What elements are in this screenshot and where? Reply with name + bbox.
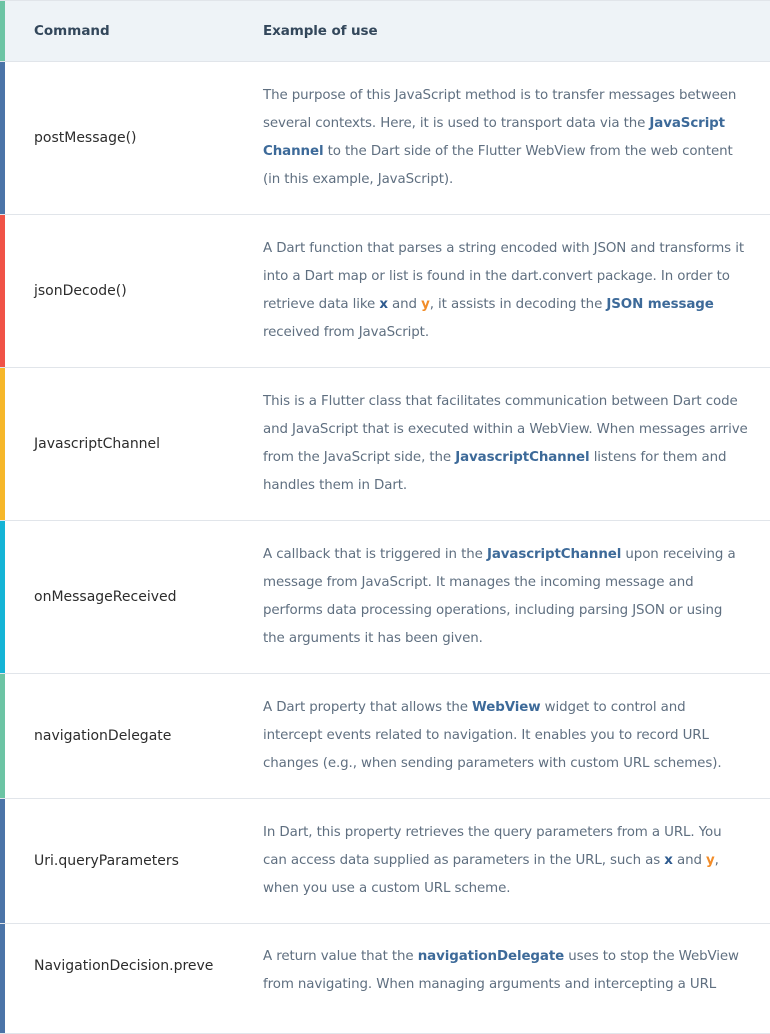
highlight-y: y [706, 853, 715, 868]
highlight-term: JavaScript Channel [263, 116, 725, 159]
table-row [0, 368, 770, 521]
example-cell: A return value that the navigationDelegate uses to stop the WebView from navigating. When managing arguments and intercepting a URL [263, 949, 739, 992]
table-row [0, 62, 770, 215]
command-cell: Uri.queryParameters [34, 853, 179, 869]
highlight-term: JavascriptChannel [486, 547, 622, 562]
example-cell: The purpose of this JavaScript method is to transfer messages between several contexts. Here, it is used to transport data via the JavaScript Channel to the Dart side of the Flutter WebView from the web content (in this example, JavaScript). [263, 88, 737, 187]
highlight-term: JavascriptChannel [455, 450, 590, 465]
table-row [0, 674, 770, 799]
command-cell: JavascriptChannel [34, 436, 161, 452]
highlight-x: x [664, 853, 673, 868]
highlight-x: x [379, 297, 388, 312]
example-cell: This is a Flutter class that facilitates communication between Dart code and JavaScript that is executed within a WebView. When messages arrive from the JavaScript side, the JavascriptChannel listens for them and handles them in Dart. [263, 394, 748, 493]
example-cell: A callback that is triggered in the JavascriptChannel upon receiving a message from JavaScript. It manages the incoming message and performs data processing operations, including parsing JSON or using the arguments it has been given. [263, 547, 736, 646]
header-command: Command [34, 23, 110, 39]
table-row [0, 521, 770, 674]
example-cell: A Dart function that parses a string encoded with JSON and transforms it into a Dart map or list is found in the dart.convert package. In order to retrieve data like x and y, it assists in decoding the JSON message received from JavaScript. [263, 241, 744, 340]
command-cell: postMessage() [34, 130, 137, 146]
command-cell: NavigationDecision.preve [34, 958, 214, 974]
table-row [0, 799, 770, 924]
highlight-term: navigationDelegate [417, 949, 565, 964]
table-header [0, 1, 770, 62]
example-cell: In Dart, this property retrieves the query parameters from a URL. You can access data supplied as parameters in the URL, such as x and y, when you use a custom URL scheme. [263, 825, 722, 896]
highlight-y: y [421, 297, 430, 312]
table-row [0, 924, 770, 1034]
header-example: Example of use [263, 23, 378, 39]
command-cell: jsonDecode() [34, 283, 127, 299]
command-cell: navigationDelegate [34, 728, 172, 744]
example-cell: A Dart property that allows the WebView widget to control and intercept events related to navigation. It enables you to record URL changes (e.g., when sending parameters with custom URL schemes). [263, 700, 722, 771]
command-cell: onMessageReceived [34, 589, 177, 605]
table-row [0, 215, 770, 368]
highlight-term: WebView [472, 700, 541, 715]
highlight-term: JSON message [606, 297, 714, 312]
